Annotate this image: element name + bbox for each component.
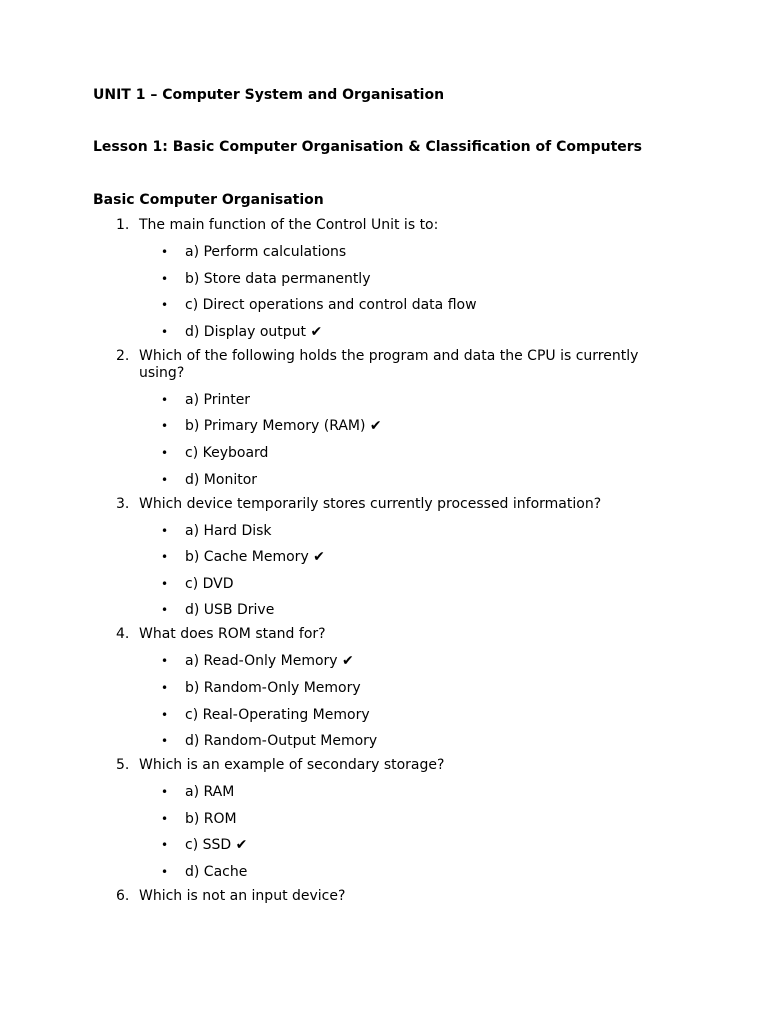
bullet-icon: • — [161, 324, 169, 339]
option-text: c) Real-Operating Memory — [185, 706, 370, 723]
option-list — [139, 784, 673, 881]
option-text: a) Perform calculations — [185, 244, 347, 260]
option-text: c) Direct operations and control data flow — [185, 297, 477, 314]
option-item — [139, 271, 673, 288]
option-text: c) SSD ✔ — [185, 837, 248, 854]
bullet-icon: • — [161, 576, 169, 591]
option-text: d) Monitor — [185, 471, 258, 488]
question-number: 1. — [116, 217, 130, 233]
option-item — [139, 864, 673, 881]
bullet-icon: • — [161, 734, 169, 749]
option-text: d) Cache — [185, 863, 248, 880]
option-item — [139, 523, 673, 540]
question-number: 4. — [116, 626, 130, 643]
bullet-icon: • — [161, 707, 169, 722]
bullet-icon: • — [161, 472, 169, 487]
bullet-icon: • — [161, 419, 169, 434]
bullet-icon: • — [161, 603, 169, 618]
question-number: 5. — [116, 757, 130, 774]
question-item — [93, 888, 673, 907]
option-text: a) Read-Only Memory ✔ — [185, 653, 354, 670]
option-text: b) ROM — [185, 810, 237, 827]
option-text: a) Hard Disk — [185, 522, 272, 539]
bullet-icon: • — [161, 523, 169, 538]
bullet-icon: • — [161, 271, 169, 286]
bullet-icon: • — [161, 298, 169, 313]
bullet-icon: • — [161, 445, 169, 460]
option-item — [139, 653, 673, 670]
option-item — [139, 784, 673, 801]
lesson-title: Lesson 1: Basic Computer Organisation & Classification of Computers — [93, 139, 643, 155]
option-item — [139, 837, 673, 854]
bullet-icon: • — [161, 245, 169, 259]
question-item — [93, 217, 673, 341]
option-item — [139, 576, 673, 593]
question-number: 6. — [116, 887, 130, 904]
question-item — [93, 496, 673, 620]
section-title: Basic Computer Organisation — [93, 192, 324, 208]
bullet-icon: • — [161, 785, 169, 800]
question-text: The main function of the Control Unit is to: — [139, 217, 439, 233]
question-list — [93, 217, 673, 907]
option-list — [139, 392, 673, 489]
option-item — [139, 549, 673, 566]
bullet-icon: • — [161, 680, 169, 695]
bullet-icon: • — [161, 654, 169, 669]
option-text: d) USB Drive — [185, 602, 275, 619]
bullet-icon: • — [161, 392, 169, 407]
option-item — [139, 244, 673, 261]
option-item — [139, 472, 673, 489]
option-text: c) DVD — [185, 575, 234, 592]
option-item — [139, 445, 673, 462]
option-list — [139, 523, 673, 620]
option-item — [139, 418, 673, 435]
question-text: Which is an example of secondary storage? — [139, 757, 445, 774]
option-item — [139, 324, 673, 341]
option-text: b) Primary Memory (RAM) ✔ — [185, 418, 382, 435]
option-text: b) Cache Memory ✔ — [185, 549, 325, 566]
document-page — [93, 86, 673, 914]
question-item — [93, 626, 673, 750]
question-text: Which of the following holds the program and data the CPU is currently using? — [139, 347, 639, 381]
option-item — [139, 602, 673, 619]
option-text: a) RAM — [185, 784, 235, 801]
question-number: 3. — [116, 495, 130, 512]
option-text: a) Printer — [185, 391, 251, 408]
option-text: b) Random-Only Memory — [185, 679, 361, 696]
option-text: b) Store data permanently — [185, 270, 371, 287]
bullet-icon: • — [161, 838, 169, 853]
question-text: Which is not an input device? — [139, 887, 346, 904]
option-item — [139, 707, 673, 724]
unit-title: UNIT 1 – Computer System and Organisation — [93, 87, 445, 103]
bullet-icon: • — [161, 811, 169, 826]
option-text: d) Display output ✔ — [185, 323, 323, 340]
bullet-icon: • — [161, 550, 169, 565]
bullet-icon: • — [161, 864, 169, 879]
option-item — [139, 680, 673, 697]
question-text: Which device temporarily stores currently processed information? — [139, 495, 602, 512]
option-item — [139, 392, 673, 409]
question-number: 2. — [116, 347, 130, 364]
option-item — [139, 733, 673, 750]
option-text: c) Keyboard — [185, 444, 269, 461]
question-item — [93, 348, 673, 489]
option-item — [139, 811, 673, 828]
option-list — [139, 244, 673, 341]
question-text: What does ROM stand for? — [139, 626, 326, 643]
question-item — [93, 757, 673, 881]
option-item — [139, 297, 673, 314]
option-text: d) Random-Output Memory — [185, 733, 378, 750]
option-list — [139, 653, 673, 750]
